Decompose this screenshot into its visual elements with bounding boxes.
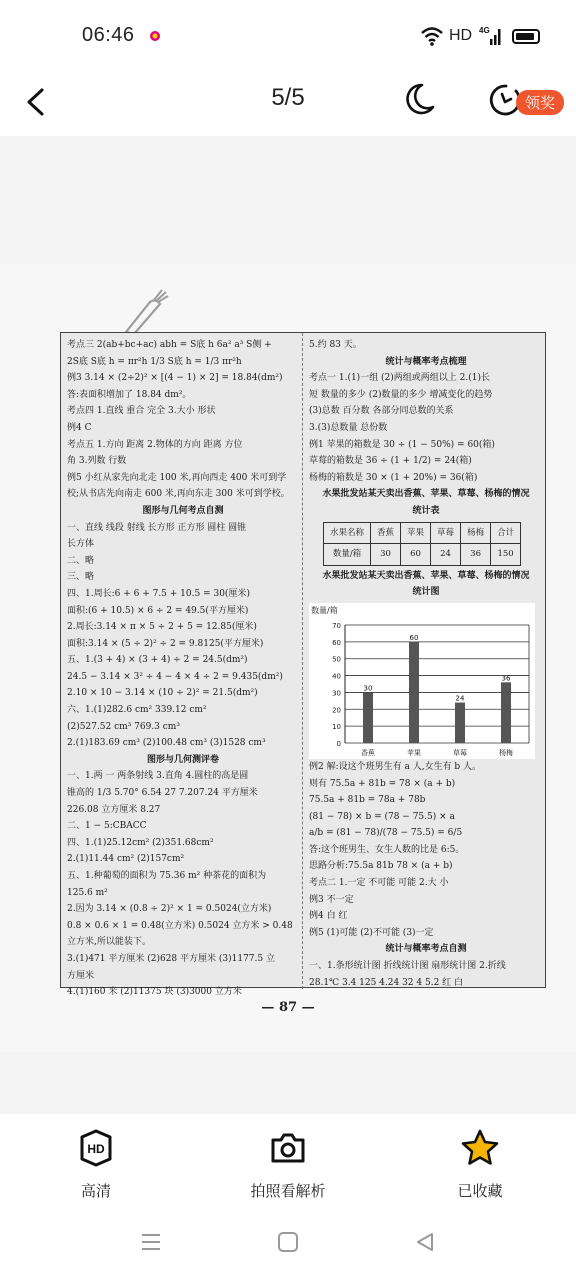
status-time: 06:46 [82,24,135,46]
sheet-line: 考点一 1.(1)一组 (2)两组或两组以上 2.(1)长 [309,373,491,384]
sheet-line: 草莓的箱数是 36 ÷ (1 + 1/2) = 24(箱) [309,456,472,467]
system-back-icon[interactable] [414,1232,436,1252]
carrot-watermark-icon [120,288,170,336]
fruit-bar-chart [309,603,535,759]
sheet-line: 校;从书店先向南走 600 米,再向东走 300 米可到学校。 [67,489,290,500]
sheet-line: 四、1.(1)25.12cm² (2)351.68cm² [67,837,214,848]
table-header-cell: 水果名称 [324,522,371,544]
sheet-line: a/b = (81 − 78)/(78 − 75.5) = 6/5 [309,828,463,839]
sheet-line: 一、直线 线段 射线 长方形 正方形 圆柱 圆锥 [67,522,247,533]
sheet-line: 图形与几何测评卷 [146,754,219,765]
answer-page-image [0,264,576,1052]
sheet-line: 例4 白 红 [309,911,348,922]
photo-analysis-label: 拍照看解析 [250,1182,326,1200]
sheet-line: 226.08 立方厘米 8.27 [67,804,161,815]
photo-analysis-button[interactable] [218,1128,358,1201]
sheet-line: 4.(1)160 米 (2)11375 块 (3)3000 立方米 [67,987,242,998]
home-icon[interactable] [277,1232,299,1252]
table-header-cell: 杨梅 [461,522,491,544]
chart-category-label: 杨梅 [499,748,513,757]
chart-ytick-label: 50 [332,655,341,664]
sheet-line: 2.因为 3.14 × (0.8 ÷ 2)² × 1 = 0.5024(立方米) [67,904,272,915]
sheet-line: 2S底 S底 h = πr²h 1/3 S底 h = 1/3 πr²h [67,356,242,367]
sheet-line: 例4 C [67,422,92,433]
sheet-line: 面积:3.14 × (5 ÷ 2)² ÷ 2 = 9.8125(平方厘米) [67,638,264,649]
table-cell: 数量/箱 [324,544,371,566]
chart-bar [363,692,373,743]
table-cell: 24 [431,544,461,566]
chart-ytick-label: 70 [332,621,341,630]
sheet-line: 立方米,所以能装下。 [67,937,151,948]
sheet-line: 锥高的 1/3 5.70° 6.54 27 7.207.24 平方厘米 [67,788,258,799]
sheet-line: 考点二 1.一定 不可能 可能 2.大 小 [309,878,449,889]
sheet-line: 四、1.周长:6 + 6 + 7.5 + 10.5 = 30(厘米) [67,588,250,599]
sheet-line: 二、略 [67,555,95,566]
sheet-line: 考点三 2(ab+bc+ac) abh = S底 h 6a² a³ S侧 + [67,340,272,350]
table-header-cell: 草莓 [431,522,461,544]
favorite-label: 已收藏 [457,1182,503,1200]
sheet-line: 2.(1)11.44 cm² (2)157cm² [67,854,185,865]
reward-badge[interactable]: 领奖 [516,90,564,115]
night-mode-icon[interactable] [400,80,438,118]
recent-apps-icon[interactable] [140,1232,162,1252]
sheet-line: 2.周长:3.14 × π × 5 ÷ 2 + 5 = 12.85(厘米) [67,622,257,633]
sheet-line: 例5 (1)可能 (2)不可能 (3)一定 [309,927,434,938]
sheet-line: 答:表面积增加了 18.84 dm²。 [67,389,192,400]
sheet-line: 2.10 × 10 − 3.14 × (10 ÷ 2)² = 21.5(dm²) [67,688,258,699]
chart-ytick-label: 0 [336,739,341,748]
sheet-line: 面积:(6 + 10.5) × 6 ÷ 2 = 49.5(平方厘米) [67,605,249,616]
table-header-cell: 苹果 [401,522,431,544]
sheet-line: 五、1.(3 + 4) × (3 + 4) ÷ 2 = 24.5(dm²) [67,655,248,666]
sheet-line: 六、1.(1)282.6 cm² 339.12 cm² [67,705,207,716]
sheet-line: 75.5a + 81b = 78a + 78b [309,795,426,806]
sheet-line: 方厘米 [67,970,95,981]
bar-chart-svg [309,603,535,759]
chart-ylabel: 数量/箱 [311,605,338,615]
chart-data-label: 30 [363,684,373,693]
favorite-button[interactable] [410,1128,550,1201]
sheet-line: 水果批发站某天卖出香蕉、苹果、草莓、杨梅的情况 [322,489,530,500]
sheet-line: 5.约 83 天。 [309,340,362,350]
sheet-line: 0.8 × 0.6 × 1 = 0.48(立方米) 0.5024 立方米 > 0.48 [67,920,293,931]
hd-icon [76,1128,116,1168]
sheet-line: 例5 小红从家先向北走 100 米,再向西走 400 米可到学 [67,472,287,483]
camera-icon [268,1128,308,1168]
table-cell: 150 [491,544,521,566]
table-header-cell: 合计 [491,522,521,544]
sheet-line: 例1 苹果的箱数是 30 ÷ (1 − 50%) = 60(箱) [309,439,495,450]
sheet-line: 一、1.条形统计图 折线统计图 扇形统计图 2.折线 [309,961,506,972]
sheet-line: 答:这个班男生、女生人数的比是 6:5。 [309,844,465,855]
sheet-line: 杨梅的箱数是 30 × (1 + 20%) = 36(箱) [309,472,478,483]
table-cell: 60 [401,544,431,566]
chart-ytick-label: 60 [332,638,341,647]
star-icon [460,1128,500,1168]
wifi-icon [420,26,444,46]
battery-icon [512,29,540,44]
chart-bar [501,682,511,743]
app-notification-icon [149,30,161,42]
chart-data-label: 24 [455,694,465,703]
sheet-line: 例3 3.14 × (2÷2)² × [(4 − 1) × 2] = 18.84(dm²) [67,373,283,384]
right-column [309,337,543,991]
answer-sheet [60,332,546,998]
sheet-line: 角 3.列数 行数 [67,456,127,467]
sheet-line: (3)总数 百分数 各部分同总数的关系 [309,406,454,417]
sheet-line: (2)527.52 cm³ 769.3 cm³ [67,721,180,732]
hd-button[interactable] [26,1128,166,1201]
sheet-line: 考点五 1.方向 距离 2.物体的方向 距离 方位 [67,439,243,450]
sheet-line: 例3 不一定 [309,894,354,905]
chart-ytick-label: 20 [332,706,341,715]
sheet-line: 统计与概率考点梳理 [385,356,467,367]
chart-ytick-label: 40 [332,672,341,681]
sheet-line: 二、1 − 5:CBACC [67,821,147,832]
sheet-line: 统计表 [412,505,440,516]
sheet-line: 思路分析:75.5a 81b 78 × (a + b) [309,861,453,872]
sheet-line: 短 数量的多少 (2)数量的多少 增减变化的趋势 [309,389,493,400]
svg-text:HD: HD [87,1142,105,1156]
left-column [67,337,299,1001]
sheet-line: 三、略 [67,572,95,583]
table-cell: 30 [371,544,401,566]
top-nav-bar [0,72,576,136]
sheet-line: 例2 解:设这个班男生有 a 人,女生有 b 人。 [309,761,482,772]
sheet-line: 统计与概率考点自测 [385,944,467,955]
status-bar [0,0,576,72]
hd-label: 高清 [80,1182,111,1200]
sheet-line: 一、1.两 一 两条射线 3.直角 4.圆柱的高是圆 [67,771,249,782]
page-indicator: 5/5 [271,84,305,111]
chart-data-label: 60 [409,633,419,642]
sheet-line: (81 − 78) × b = (78 − 75.5) × a [309,811,455,822]
sheet-line: 3.(1)471 平方厘米 (2)628 平方厘米 (3)1177.5 立 [67,953,275,964]
chart-ytick-label: 10 [332,723,341,732]
chart-bar [455,702,465,742]
table-header-cell: 香蕉 [371,522,401,544]
fruit-stats-table [323,522,521,566]
sheet-line: 长方体 [67,539,95,550]
sheet-line: 图形与几何考点自测 [142,505,224,516]
page-number: — 87 — [261,1000,315,1015]
sheet-line: 五、1.种葡萄的面积为 75.36 m² 种茶花的面积为 [67,871,267,881]
table-cell: 36 [461,544,491,566]
sheet-line: 则有 75.5a + 81b = 78 × (a + b) [309,778,456,789]
signal-icon [479,25,503,47]
chart-data-label: 36 [501,674,511,683]
chart-ytick-label: 30 [332,689,341,698]
chart-category-label: 苹果 [407,748,421,757]
sheet-line: 125.6 m² [67,887,108,898]
sheet-line: 2.(1)183.69 cm³ (2)100.48 cm³ (3)1528 cm³ [67,738,266,749]
chart-caption-line1: 水果批发站某天卖出香蕉、苹果、草莓、杨梅的情况 [322,570,530,581]
sheet-line: 24.5 − 3.14 × 3² ÷ 4 − 4 × 4 ÷ 2 = 9.435(dm²) [67,671,283,682]
bottom-toolbar [0,1114,576,1280]
signal-label: 4G [479,26,490,35]
sheet-line: 3.(3)总数量 总份数 [309,422,388,433]
sheet-line: 考点四 1.直线 重合 完全 3.大小 形状 [67,406,216,417]
column-divider [302,333,303,989]
chart-category-label: 草莓 [453,748,467,757]
sheet-line: 28.1℃ 3.4 125 4.24 32 4 5.2 红 白 [309,977,464,988]
chart-bar [409,642,419,743]
chart-caption-line2: 统计图 [412,587,440,598]
chart-category-label: 香蕉 [361,748,375,757]
network-type-label: HD [449,27,473,44]
